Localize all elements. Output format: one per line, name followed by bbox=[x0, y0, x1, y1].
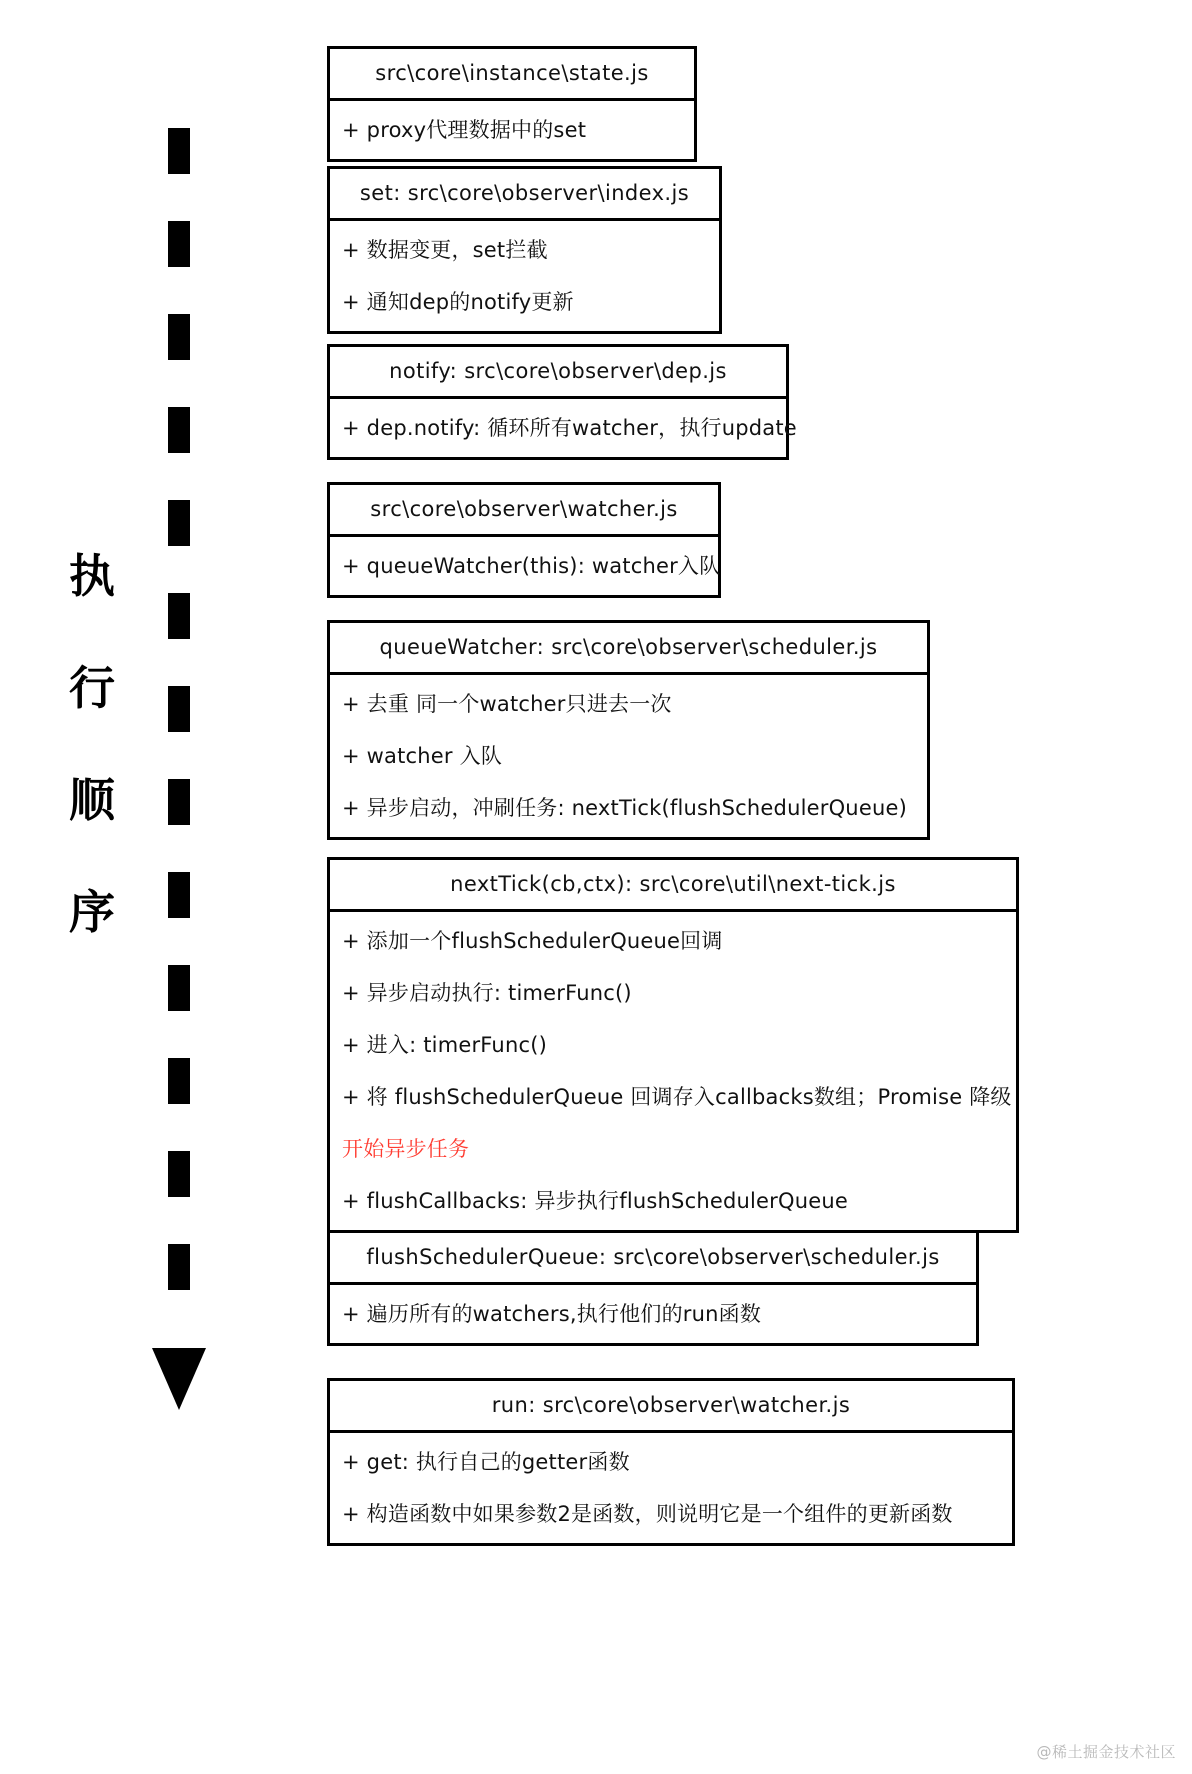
execution-order-label bbox=[52, 520, 132, 968]
downward-flow-arrow-icon bbox=[152, 1348, 206, 1410]
execution-order-char-0: 执 bbox=[69, 549, 115, 603]
node-next-tick bbox=[327, 857, 1019, 1233]
flow-dash-segment bbox=[168, 872, 190, 918]
flow-dash-segment bbox=[168, 593, 190, 639]
execution-order-char-3: 序 bbox=[69, 885, 115, 939]
flow-dash-segment bbox=[168, 500, 190, 546]
flow-dash-segment bbox=[168, 1058, 190, 1104]
flow-dash-segment bbox=[168, 686, 190, 732]
node-set bbox=[327, 166, 722, 334]
node-flush-scheduler-queue bbox=[327, 1230, 979, 1346]
node-state bbox=[327, 46, 697, 162]
watermark: @稀土掘金技术社区 bbox=[1036, 1743, 1176, 1761]
node-title-watcher: src\core\observer\watcher.js bbox=[330, 485, 718, 537]
node-title-queue: queueWatcher: src\core\observer\scheduler.js bbox=[330, 623, 927, 675]
node-row-queue-1: + watcher 入队 bbox=[342, 744, 503, 768]
flow-dash-segment bbox=[168, 221, 190, 267]
node-body-flushq bbox=[330, 1285, 976, 1343]
node-row-queue-0: + 去重 同一个watcher只进去一次 bbox=[342, 692, 672, 716]
dashed-flow-line bbox=[168, 128, 190, 1338]
execution-order-char-2: 顺 bbox=[69, 773, 115, 827]
node-row-nexttick-5: + flushCallbacks: 异步执行flushSchedulerQueue bbox=[342, 1189, 848, 1213]
node-body-run bbox=[330, 1433, 1012, 1543]
node-title-nexttick: nextTick(cb,ctx): src\core\util\next-tick.js bbox=[330, 860, 1016, 912]
execution-order-axis bbox=[0, 0, 300, 1774]
node-title-notify: notify: src\core\observer\dep.js bbox=[330, 347, 786, 399]
execution-order-char-1: 行 bbox=[69, 661, 115, 715]
node-watcher bbox=[327, 482, 721, 598]
flow-dash-segment bbox=[168, 1151, 190, 1197]
node-row-nexttick-1: + 异步启动执行: timerFunc() bbox=[342, 981, 632, 1005]
flow-dash-segment bbox=[168, 779, 190, 825]
node-row-watcher-0: + queueWatcher(this): watcher入队 bbox=[342, 554, 721, 578]
node-queue-watcher bbox=[327, 620, 930, 840]
flow-dash-segment bbox=[168, 407, 190, 453]
flow-dash-segment bbox=[168, 314, 190, 360]
node-row-run-1: + 构造函数中如果参数2是函数，则说明它是一个组件的更新函数 bbox=[342, 1502, 953, 1526]
node-row-nexttick-0: + 添加一个flushSchedulerQueue回调 bbox=[342, 929, 723, 953]
flow-dash-segment bbox=[168, 1244, 190, 1290]
flow-dash-segment bbox=[168, 128, 190, 174]
node-body-set bbox=[330, 221, 719, 331]
node-body-queue bbox=[330, 675, 927, 837]
node-row-nexttick-4: 开始异步任务 bbox=[342, 1137, 470, 1161]
node-title-run: run: src\core\observer\watcher.js bbox=[330, 1381, 1012, 1433]
node-title-flushq: flushSchedulerQueue: src\core\observer\scheduler.js bbox=[330, 1233, 976, 1285]
node-row-state-0: + proxy代理数据中的set bbox=[342, 118, 587, 142]
node-row-set-0: + 数据变更，set拦截 bbox=[342, 238, 548, 262]
node-run bbox=[327, 1378, 1015, 1546]
node-notify bbox=[327, 344, 797, 460]
node-row-set-1: + 通知dep的notify更新 bbox=[342, 290, 574, 314]
node-row-flushq-0: + 遍历所有的watchers,执行他们的run函数 bbox=[342, 1302, 762, 1326]
flow-dash-segment bbox=[168, 965, 190, 1011]
node-row-nexttick-3: + 将 flushSchedulerQueue 回调存入callbacks数组；Promise 降级 bbox=[342, 1085, 1012, 1109]
node-row-run-0: + get: 执行自己的getter函数 bbox=[342, 1450, 630, 1474]
node-row-notify-0: + dep.notify: 循环所有watcher，执行update bbox=[342, 416, 797, 440]
node-body-notify bbox=[330, 399, 797, 457]
node-row-queue-2: + 异步启动，冲刷任务: nextTick(flushSchedulerQueue) bbox=[342, 796, 907, 820]
node-title-state: src\core\instance\state.js bbox=[330, 49, 694, 101]
node-row-nexttick-2: + 进入: timerFunc() bbox=[342, 1033, 547, 1057]
node-body-nexttick bbox=[330, 912, 1016, 1230]
node-title-set: set: src\core\observer\index.js bbox=[330, 169, 719, 221]
node-body-watcher bbox=[330, 537, 721, 595]
node-body-state bbox=[330, 101, 694, 159]
